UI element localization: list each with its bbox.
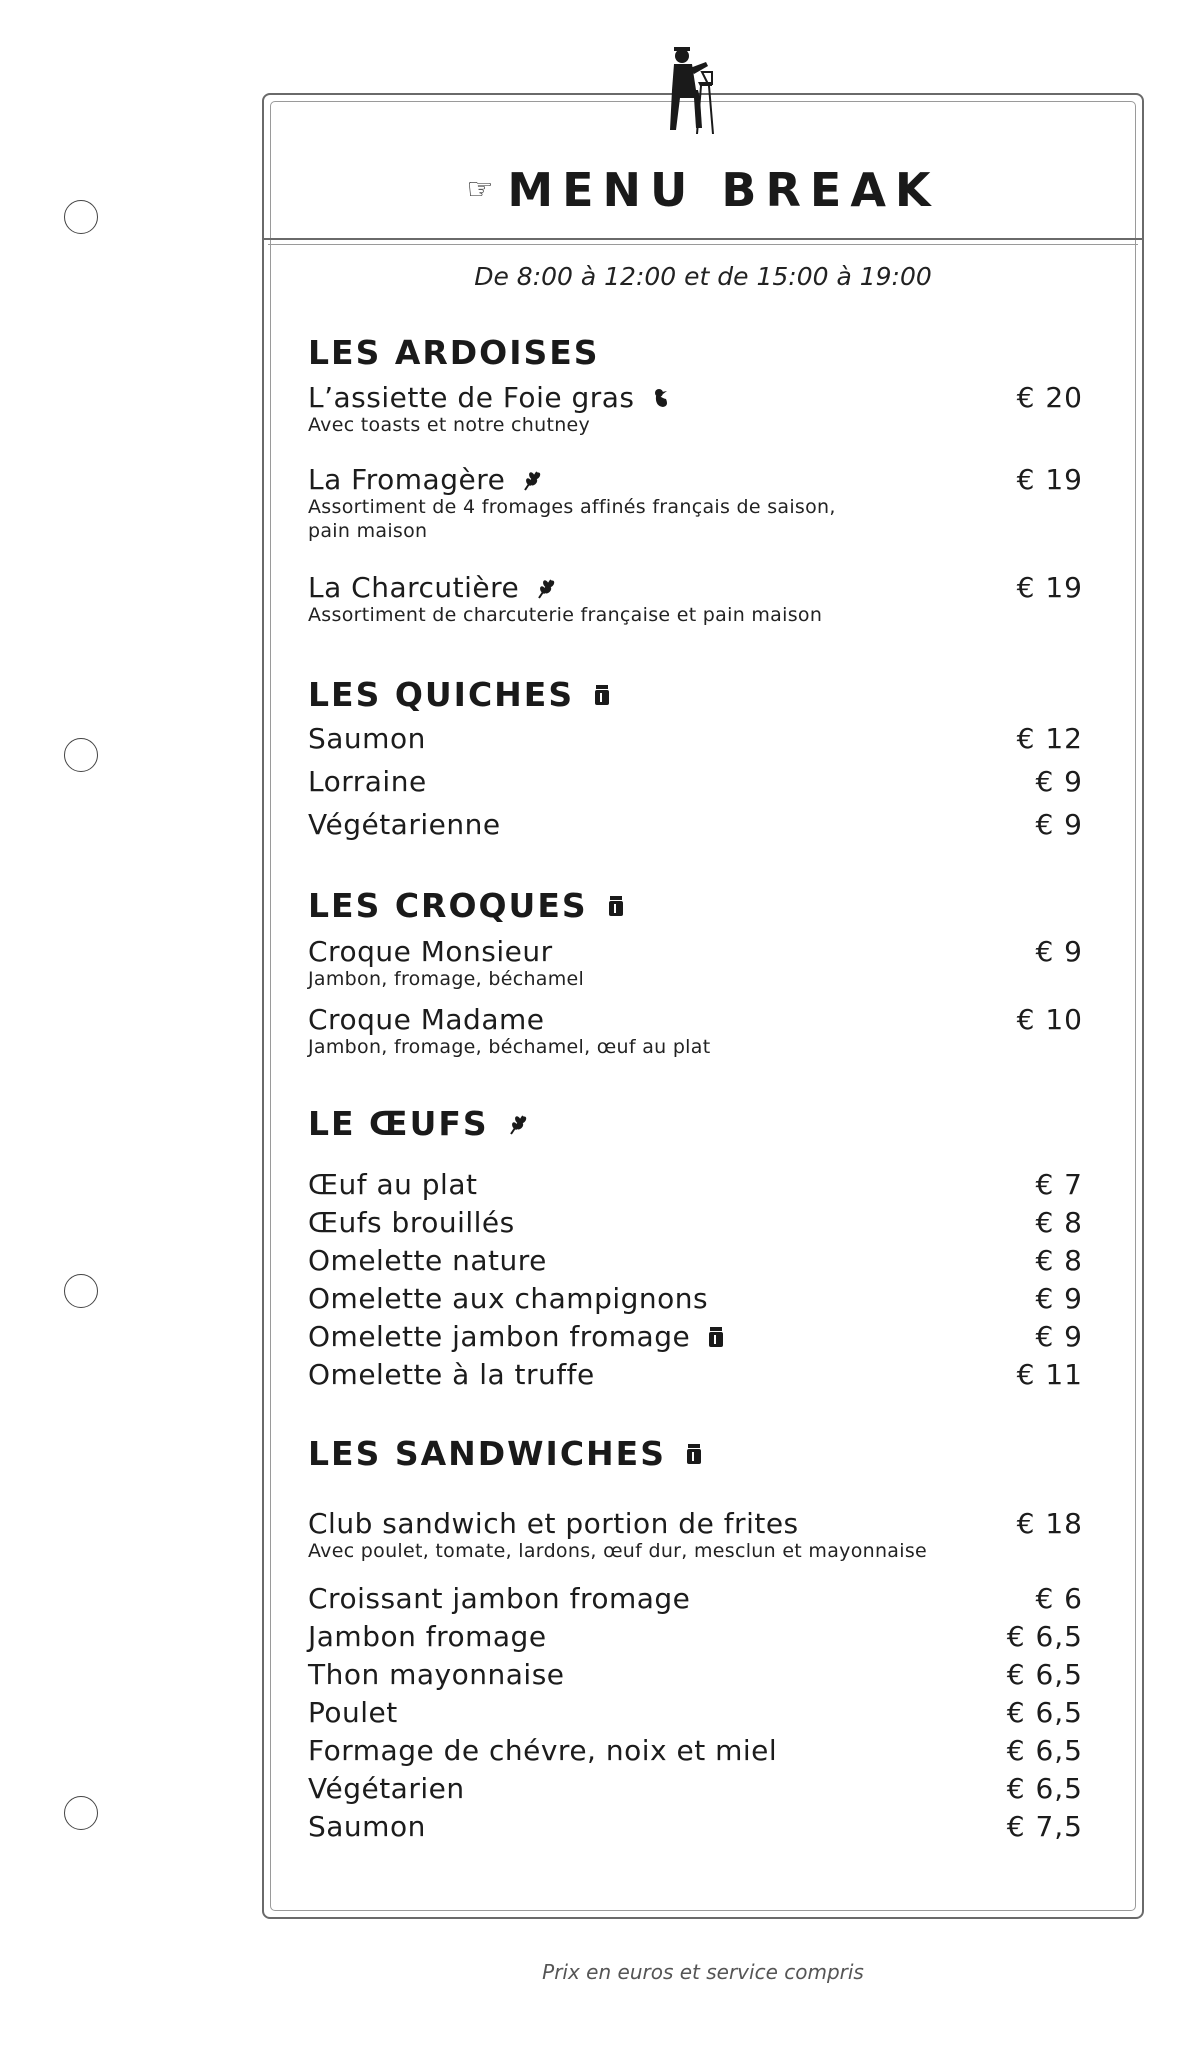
item-price: € 10 [1016, 1003, 1083, 1036]
footer-note: Prix en euros et service compris [542, 1960, 864, 1984]
menu-item [308, 1508, 1083, 1564]
item-description: Avec poulet, tomate, lardons, œuf dur, mesclun et mayonnaise [308, 1540, 928, 1563]
item-name: Croque Monsieur [308, 935, 553, 968]
menu-item [308, 1583, 1083, 1615]
page-title: MENU BREAK [507, 163, 940, 217]
item-name: Omelette aux champignons [308, 1282, 709, 1315]
item-name: Saumon [308, 1810, 426, 1843]
item-description: Jambon, fromage, béchamel, œuf au plat [308, 1036, 711, 1059]
wheat-icon [507, 1112, 527, 1136]
menu-item [308, 572, 1083, 628]
item-description: Assortiment de 4 fromages affinés français de saison, [308, 496, 836, 519]
item-price: € 9 [1035, 1320, 1083, 1353]
item-name: Œuf au plat [308, 1168, 478, 1201]
duck-icon [651, 386, 671, 410]
menu-item [308, 382, 1083, 438]
menu-item [308, 464, 1083, 544]
item-price: € 9 [1035, 765, 1083, 798]
item-name: Omelette jambon fromage [308, 1320, 691, 1353]
item-name: Omelette nature [308, 1244, 547, 1277]
item-price: € 19 [1016, 463, 1083, 496]
item-price: € 6 [1035, 1582, 1083, 1615]
item-price: € 7 [1035, 1168, 1083, 1201]
item-name: Omelette à la truffe [308, 1358, 595, 1391]
binder-hole [64, 1796, 98, 1830]
item-price: € 6,5 [1006, 1620, 1083, 1653]
item-price: € 12 [1016, 722, 1083, 755]
item-description: Avec toasts et notre chutney [308, 414, 591, 437]
item-price: € 9 [1035, 808, 1083, 841]
menu-item [308, 936, 1083, 992]
item-price: € 6,5 [1006, 1734, 1083, 1767]
section-title-quiches: LES QUICHES [308, 675, 612, 714]
item-name: Lorraine [308, 765, 427, 798]
opening-hours: De 8:00 à 12:00 et de 15:00 à 19:00 [474, 262, 932, 291]
menu-item [308, 723, 1083, 755]
section-title-ardoises: LES ARDOISES [308, 333, 600, 372]
menu-item [308, 1245, 1083, 1277]
item-name: Jambon fromage [308, 1620, 547, 1653]
menu-item [308, 1321, 1083, 1353]
item-price: € 20 [1016, 381, 1083, 414]
item-name: Thon mayonnaise [308, 1658, 565, 1691]
item-price: € 18 [1016, 1507, 1083, 1540]
item-name: Saumon [308, 722, 426, 755]
menu-item [308, 1811, 1083, 1843]
item-price: € 8 [1035, 1244, 1083, 1277]
menu-item [308, 1773, 1083, 1805]
item-name: Végétarien [308, 1772, 465, 1805]
item-name: Croque Madame [308, 1003, 545, 1036]
wheat-icon [521, 468, 541, 492]
menu-item [308, 1659, 1083, 1691]
item-name: L’assiette de Foie gras [308, 381, 635, 414]
menu-item [308, 1004, 1083, 1060]
item-name: Club sandwich et portion de frites [308, 1507, 799, 1540]
item-name: Formage de chévre, noix et miel [308, 1734, 778, 1767]
binder-hole [64, 738, 98, 772]
menu-item [308, 1697, 1083, 1729]
menu-item [308, 1735, 1083, 1767]
item-name: Croissant jambon fromage [308, 1582, 691, 1615]
menu-item [308, 1621, 1083, 1653]
menu-item [308, 1283, 1083, 1315]
menu-item [308, 1207, 1083, 1239]
binder-hole [64, 200, 98, 234]
item-price: € 8 [1035, 1206, 1083, 1239]
wheat-icon [535, 576, 555, 600]
item-description: Assortiment de charcuterie française et pain maison [308, 604, 823, 627]
jar-icon [684, 1442, 704, 1466]
item-price: € 9 [1035, 1282, 1083, 1315]
section-title-oeufs: LE ŒUFS [308, 1104, 527, 1143]
menu-item [308, 1169, 1083, 1201]
item-price: € 19 [1016, 571, 1083, 604]
item-name: La Fromagère [308, 463, 506, 496]
jar-icon [606, 894, 626, 918]
jar-icon [592, 683, 612, 707]
item-description: pain maison [308, 519, 428, 542]
jar-icon [706, 1325, 726, 1349]
item-price: € 6,5 [1006, 1658, 1083, 1691]
item-name: Poulet [308, 1696, 398, 1729]
menu-item [308, 809, 1083, 841]
menu-item [308, 766, 1083, 798]
item-price: € 9 [1035, 935, 1083, 968]
item-name: Œufs brouillés [308, 1206, 515, 1239]
pointing-hand-icon: ☞ [466, 172, 494, 207]
item-description: Jambon, fromage, béchamel [308, 968, 585, 991]
section-title-sandwiches: LES SANDWICHES [308, 1434, 704, 1473]
binder-hole [64, 1274, 98, 1308]
item-price: € 11 [1016, 1358, 1083, 1391]
item-price: € 6,5 [1006, 1696, 1083, 1729]
item-price: € 7,5 [1006, 1810, 1083, 1843]
item-name: La Charcutière [308, 571, 520, 604]
menu-content [308, 0, 1083, 2048]
section-title-croques: LES CROQUES [308, 886, 626, 925]
item-name: Végétarienne [308, 808, 501, 841]
item-price: € 6,5 [1006, 1772, 1083, 1805]
menu-item [308, 1359, 1083, 1391]
